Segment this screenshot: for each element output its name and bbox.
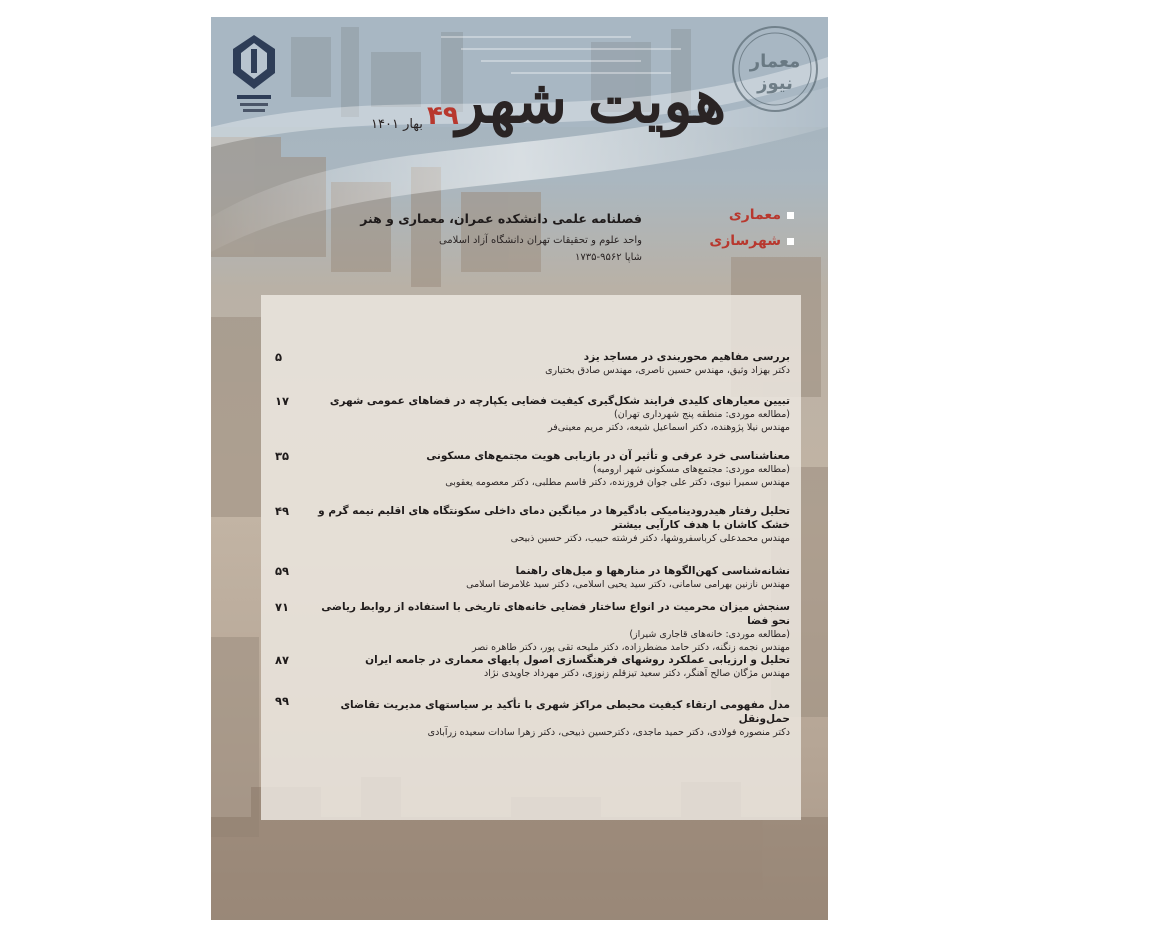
article-page: ۳۵ — [275, 449, 290, 463]
article-authors: مهندس مژگان صالح آهنگر، دکتر سعید تیزقلم زنوزی، دکتر مهرداد جاویدی نژاد — [483, 668, 790, 679]
article-page: ۹۹ — [275, 694, 290, 708]
bullet-square-icon — [787, 212, 794, 219]
article-case-study: (مطالعه موردی: منطقه پنج شهرداری تهران) — [614, 409, 790, 420]
article-authors: مهندس سمیرا نبوی، دکتر علی جوان فروزنده، دکتر قاسم مطلبی، دکتر معصومه یعقوبی — [445, 477, 790, 488]
article-title: معناشناسی خرد عرفی و تأثیر آن در بازیابی هویت مجتمع‌های مسکونی — [426, 450, 790, 462]
article-page: ۱۷ — [275, 394, 290, 408]
article-title: بررسی مفاهیم محوربندی در مساجد یزد — [583, 351, 790, 363]
category-label: معماری — [728, 207, 781, 223]
article-authors: دکتر بهزاد وثیق، مهندس حسین ناصری، مهندس صادق بختیاری — [545, 365, 790, 376]
article-authors: مهندس نازنین بهرامی سامانی، دکتر سید یحیی اسلامی، دکتر سید غلامرضا اسلامی — [466, 579, 790, 590]
article-title: سنجش میزان محرمیت در انواع ساختار فضایی خانه‌های تاریخی با استفاده از روابط ریاضی نحو فضا — [321, 601, 790, 627]
article-title: تحلیل و ارزیابی عملکرد روشهای فرهنگسازی اصول پایهای معماری در جامعه ایران — [365, 654, 790, 666]
article-case-study: (مطالعه موردی: خانه‌های قاجاری شیراز) — [629, 629, 790, 640]
category-architecture — [729, 207, 794, 223]
article-title: تحلیل رفتار هیدرودینامیکی بادگیرها در میانگین دمای داخلی سکونتگاه های اقلیم نیمه گرم و خشک کاشان با هدف کارآیی بیشتر — [318, 505, 790, 531]
svg-text:معمار: معمار — [749, 51, 801, 72]
toc-entry — [310, 394, 790, 434]
article-authors: مهندس محمدعلی کرباسفروشها، دکتر فرشته حبیب، دکتر حسین ذبیحی — [510, 533, 790, 544]
toc-entry — [310, 449, 790, 489]
university-unit: واحد علوم و تحقیقات تهران دانشگاه آزاد اسلامی — [438, 235, 642, 246]
issn-number: شاپا ۹۵۶۲-۱۷۳۵ — [574, 252, 642, 263]
article-page: ۸۷ — [275, 653, 290, 667]
issue-season: بهار ۱۴۰۱ — [371, 117, 423, 132]
toc-entry — [310, 504, 790, 545]
article-title: مدل مفهومی ارتقاء کیفیت محیطی مراکز شهری با تأکید بر سیاستهای مدیریت تقاضای حمل‌ونقل — [340, 699, 790, 725]
issue-number: ۴۹ — [427, 101, 459, 131]
university-logo-icon — [229, 33, 279, 117]
memar-news-stamp-icon — [729, 23, 821, 115]
article-authors: مهندس نیلا پژوهنده، دکتر اسماعیل شیعه، دکتر مریم معینی‌فر — [547, 422, 790, 433]
toc-entry — [310, 564, 790, 591]
toc-entry — [310, 350, 790, 377]
bullet-square-icon — [787, 238, 794, 245]
article-case-study: (مطالعه موردی: مجتمع‌های مسکونی شهر ارومیه) — [592, 464, 790, 475]
article-title: نشانه‌شناسی کهن‌الگوها در منارهها و میل‌های راهنما — [515, 565, 790, 577]
article-title: تبیین معیارهای کلیدی فرایند شکل‌گیری کیفیت فضایی یکپارچه در فضاهای عمومی شهری — [329, 395, 790, 407]
svg-text:نیوز: نیوز — [757, 73, 793, 94]
toc-entry — [310, 698, 790, 739]
article-authors: دکتر منصوره فولادی، دکتر حمید ماجدی، دکترحسین ذبیحی، دکتر زهرا سادات سعیده زرآبادی — [427, 727, 790, 738]
article-authors: مهندس نجمه زنگنه، دکتر حامد مضطرزاده، دکتر ملیحه تقی پور، دکتر طاهره نصر — [471, 642, 790, 653]
journal-cover — [211, 17, 828, 920]
article-page: ۵۹ — [275, 564, 290, 578]
toc-entry — [310, 600, 790, 654]
article-page: ۴۹ — [275, 504, 290, 518]
article-page: ۷۱ — [275, 600, 290, 614]
toc-entry — [310, 653, 790, 680]
article-page: ۵ — [275, 350, 283, 364]
category-label: شهرسازی — [709, 233, 781, 249]
category-urbanism — [709, 233, 794, 249]
journal-description: فصلنامه علمی دانشکده عمران، معماری و هنر — [360, 211, 642, 226]
journal-title: هویت شهر — [456, 67, 727, 137]
